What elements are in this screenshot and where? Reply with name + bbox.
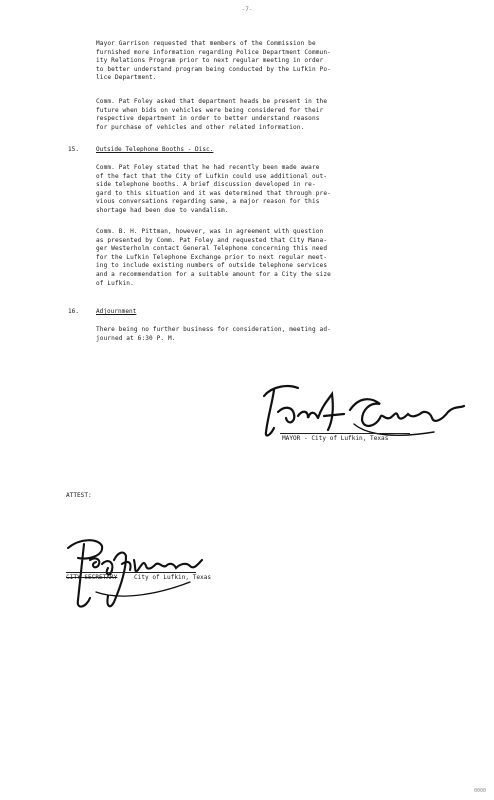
mayor-signature-line (280, 433, 410, 434)
paragraph-adjournment: There being no further business for consideration, meeting ad- journed at 6:30 P. M. (96, 326, 331, 342)
attest-label: ATTEST: (66, 492, 92, 499)
page-number: -7- (241, 6, 253, 13)
item-16-heading: Adjournment (96, 308, 137, 315)
item-16-number: 16. (68, 308, 80, 315)
paragraph-telephone-request: Comm. B. H. Pittman, however, was in agreement with question as presented by Comm. Pat Foley and requested that City Mana- ger Westerholm contact General Telephone concerning this need for the Lufkin Telephone Exchange prior to next regular meet- ing to include existing numbers of outside telephone services and a recommendation for a suitable amount for a City the size of Lufkin. (96, 228, 331, 287)
corner-mark: 0000 (473, 788, 486, 794)
city-secretary-caption: City of Lufkin, Texas (134, 574, 212, 581)
paragraph-vehicle-bids: Comm. Pat Foley asked that department heads be present in the future when bids on vehicles were being considered for their respective department in order to better understand reasons for purchase of vehicles and other related information. (96, 98, 328, 131)
city-secretary-title: CITY SECRETARY (66, 574, 118, 581)
paragraph-telephone-booths: Comm. Pat Foley stated that he had recently been made aware of the fact that the City of Lufkin could use additional out- side telephone booths. A brief discussion developed in re- gard to this situation and it was determined that through pre- vious conversations regarding same, a major reason for this shortage had been due to vandalism. (96, 164, 331, 214)
item-15-heading: Outside Telephone Booths - Disc. (96, 146, 214, 153)
city-secretary-signature-line (66, 572, 196, 573)
city-secretary-signature (62, 530, 212, 616)
mayor-caption: MAYOR - City of Lufkin, Texas (282, 435, 389, 442)
paragraph-police-program: Mayor Garrison requested that members of the Commission be furnished more information regarding Police Department Commun- ity Relations Program prior to next regular meeting in order to better understand program being conducted by the Lufkin Po- lice Department. (96, 40, 331, 82)
item-15-number: 15. (68, 146, 80, 153)
